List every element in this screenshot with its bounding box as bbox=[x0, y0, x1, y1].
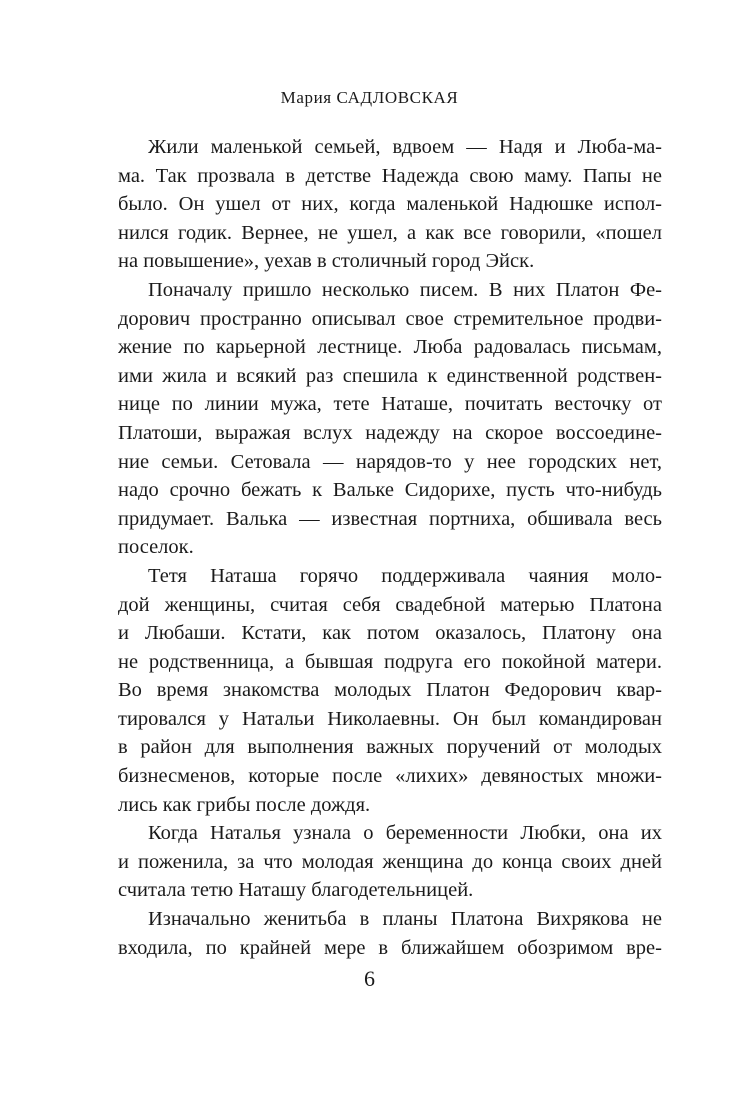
text-line: ма. Так прозвала в детстве Надежда свою маму. Папы не bbox=[118, 164, 662, 187]
body-text bbox=[118, 133, 662, 962]
text-line: Поначалу пришло несколько писем. В них Платон Фе- bbox=[148, 278, 662, 301]
text-line: Когда Наталья узнала о беременности Любки, она их bbox=[148, 822, 662, 845]
text-line: и поженила, за что молодая женщина до конца своих дней bbox=[118, 850, 662, 873]
text-line: считала тетю Наташу благодетельницей. bbox=[118, 879, 474, 902]
text-line: поселок. bbox=[118, 536, 194, 559]
text-line: на повышение», уехав в столичный город Эйск. bbox=[118, 250, 535, 273]
text-line: придумает. Валька — известная портниха, обшивала весь bbox=[118, 507, 662, 530]
author-name: Мария САДЛОВСКАЯ bbox=[280, 88, 459, 107]
text-line: Тетя Наташа горячо поддерживала чаяния моло- bbox=[148, 564, 662, 587]
text-line: дой женщины, считая себя свадебной матерью Платона bbox=[118, 593, 662, 616]
text-line: и Любаши. Кстати, как потом оказалось, Платону она bbox=[118, 622, 662, 645]
page-number: 6 bbox=[364, 966, 375, 991]
text-line: не родственница, а бывшая подруга его покойной матери. bbox=[118, 650, 662, 673]
text-line: было. Он ушел от них, когда маленькой Надюшке испол- bbox=[118, 193, 662, 216]
text-line: ими жила и всякий раз спешила к единственной родствен- bbox=[118, 364, 662, 387]
text-line: жение по карьерной лестнице. Люба радовалась письмам, bbox=[118, 336, 662, 359]
text-line: нице по линии мужа, тете Наташе, почитать весточку от bbox=[118, 393, 662, 416]
text-line: Жили маленькой семьей, вдвоем — Надя и Люба-ма- bbox=[148, 136, 662, 158]
text-line: нился годик. Вернее, не ушел, а как все говорили, «пошел bbox=[118, 221, 662, 244]
text-line: Изначально женитьба в планы Платона Вихрякова не bbox=[148, 908, 662, 931]
text-line: Платоши, выражая вслух надежду на скорое воссоедине- bbox=[118, 421, 662, 444]
text-line: надо срочно бежать к Вальке Сидорихе, пусть что-нибудь bbox=[118, 479, 662, 502]
running-header bbox=[0, 88, 739, 108]
text-line: лись как грибы после дождя. bbox=[118, 793, 371, 816]
text-line: бизнесменов, которые после «лихих» девяностых множи- bbox=[118, 765, 662, 788]
text-line: ние семьи. Сетовала — нарядов-то у нее городских нет, bbox=[118, 450, 662, 473]
text-line: входила, по крайней мере в ближайшем обозримом вре- bbox=[118, 936, 662, 959]
text-line: тировался у Натальи Николаевны. Он был командирован bbox=[118, 707, 662, 730]
text-line: дорович пространно описывал свое стремительное продви- bbox=[118, 307, 662, 330]
text-line: в район для выполнения важных поручений от молодых bbox=[118, 736, 662, 759]
text-line: Во время знакомства молодых Платон Федорович квар- bbox=[118, 679, 662, 702]
